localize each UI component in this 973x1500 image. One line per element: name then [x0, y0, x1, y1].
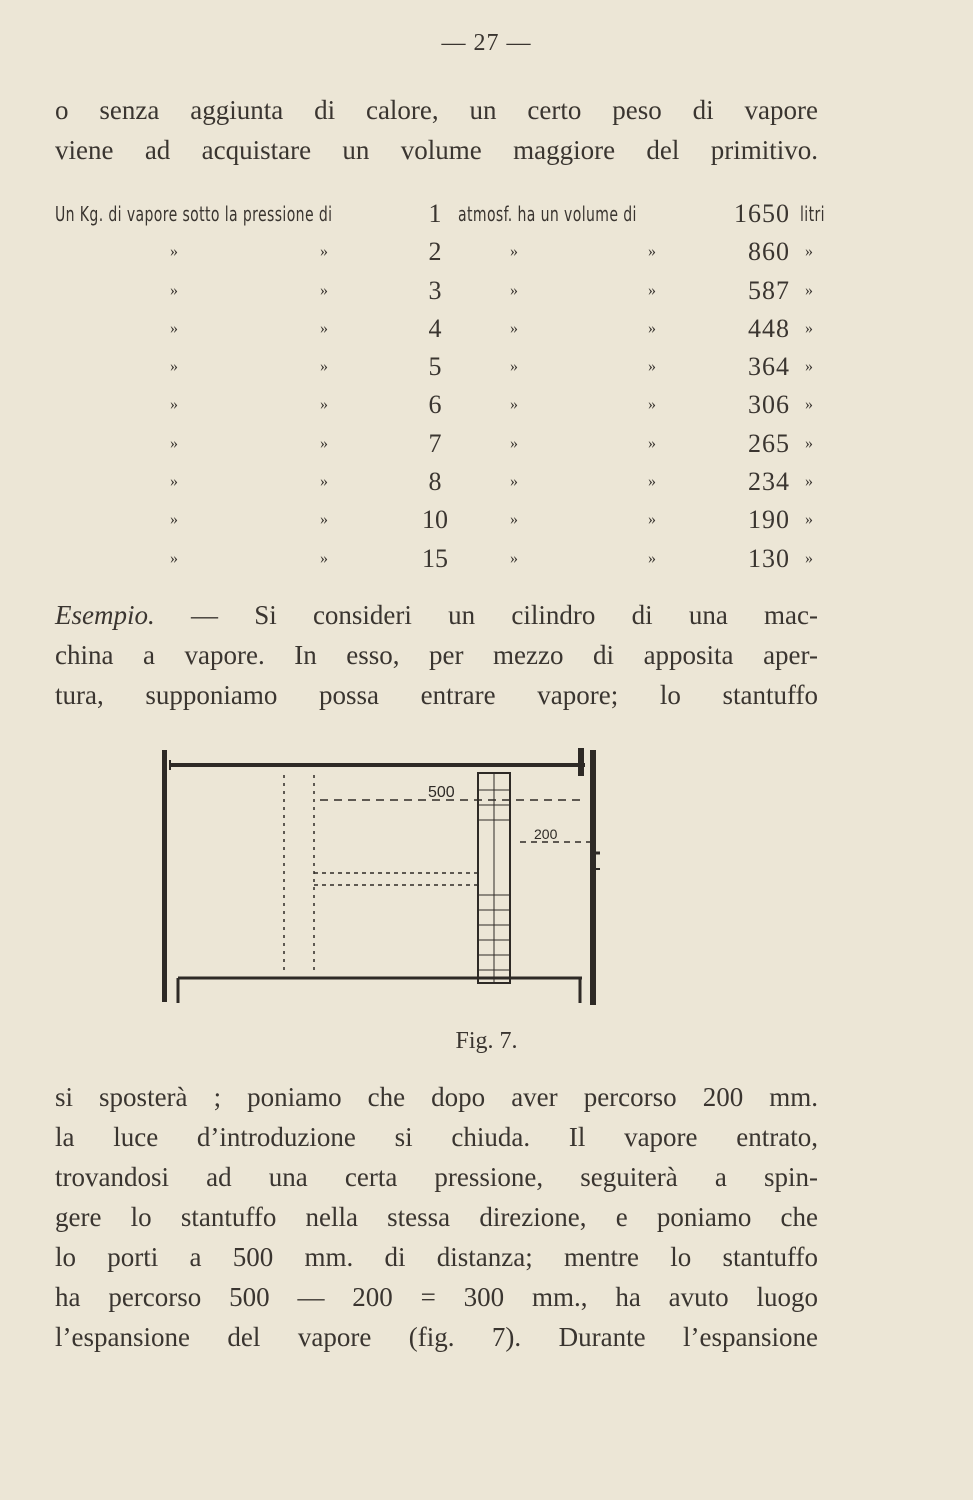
- table-header-row: [55, 195, 825, 233]
- table-lead-text: Un Kg. di vapore sotto la pressione di: [55, 202, 333, 226]
- ditto-mark: »: [320, 243, 328, 261]
- example-label: Esempio.: [55, 600, 155, 630]
- volume-value: 1650: [734, 199, 790, 228]
- volume-value: 234: [748, 467, 790, 497]
- ditto-mark: »: [805, 319, 813, 337]
- text-line: la luce d’introduzione si chiuda. Il vapore entrato,: [55, 1122, 818, 1152]
- pressure-value: 4: [428, 313, 442, 343]
- pressure-value: 7: [428, 428, 442, 458]
- ditto-mark: »: [320, 434, 328, 452]
- table-row: [55, 310, 820, 348]
- pressure-value: 2: [428, 237, 442, 267]
- ditto-mark: »: [648, 434, 656, 452]
- text-line: lo porti a 500 mm. di distanza; mentre lo stantuffo: [55, 1242, 818, 1272]
- ditto-mark: »: [648, 319, 656, 337]
- page-number: — 27 —: [441, 30, 532, 56]
- ditto-mark: »: [805, 549, 813, 567]
- volume-value: 306: [748, 390, 790, 420]
- ditto-mark: »: [320, 358, 328, 376]
- ditto-mark: »: [648, 281, 656, 299]
- ditto-mark: »: [510, 281, 518, 299]
- pressure-value: 5: [428, 352, 442, 382]
- ditto-mark: »: [320, 281, 328, 299]
- ditto-mark: »: [510, 243, 518, 261]
- pressure-value: 6: [428, 390, 442, 420]
- intro-paragraph: [55, 90, 818, 170]
- ditto-mark: »: [805, 243, 813, 261]
- ditto-mark: »: [170, 434, 178, 452]
- ditto-mark: »: [170, 358, 178, 376]
- ditto-mark: »: [648, 358, 656, 376]
- ditto-mark: »: [648, 396, 656, 414]
- text-line: si sposterà ; poniamo che dopo aver percorso 200 mm.: [55, 1082, 818, 1112]
- example-text: — Si consideri un cilindro di una mac-: [154, 600, 818, 630]
- ditto-mark: »: [648, 473, 656, 491]
- figure-caption: Fig. 7.: [455, 1028, 518, 1054]
- text-line: gere lo stantuffo nella stessa direzione, e poniamo che: [55, 1202, 818, 1232]
- closing-paragraph: [55, 1077, 818, 1357]
- ditto-mark: »: [170, 511, 178, 529]
- ditto-mark: »: [805, 396, 813, 414]
- ditto-mark: »: [170, 281, 178, 299]
- table-row: [55, 425, 820, 463]
- ditto-mark: »: [510, 319, 518, 337]
- ditto-mark: »: [510, 511, 518, 529]
- volume-value: 265: [748, 428, 790, 458]
- ditto-mark: »: [320, 396, 328, 414]
- pressure-value: 1: [428, 199, 442, 228]
- ditto-mark: »: [805, 473, 813, 491]
- example-paragraph: [55, 595, 818, 715]
- text-line: [55, 595, 818, 635]
- table-mid-text: atmosf. ha un volume di: [458, 202, 637, 226]
- ditto-mark: »: [170, 473, 178, 491]
- table-row: [55, 272, 820, 310]
- ditto-mark: »: [320, 319, 328, 337]
- ditto-mark: »: [320, 549, 328, 567]
- pressure-value: 15: [422, 543, 448, 573]
- dimension-500-label: 500: [428, 784, 455, 801]
- ditto-mark: »: [170, 319, 178, 337]
- ditto-mark: »: [805, 281, 813, 299]
- ditto-mark: »: [805, 434, 813, 452]
- ditto-mark: »: [510, 549, 518, 567]
- ditto-mark: »: [170, 549, 178, 567]
- text-line: viene ad acquistare un volume maggiore del primitivo.: [55, 135, 818, 165]
- text-line: l’espansione del vapore (fig. 7). Durante l’espansione: [55, 1322, 818, 1352]
- volume-value: 448: [748, 313, 790, 343]
- volume-value: 860: [748, 237, 790, 267]
- ditto-mark: »: [510, 434, 518, 452]
- table-row: [55, 540, 820, 578]
- cylinder-diagram: [160, 745, 600, 1010]
- ditto-mark: »: [805, 358, 813, 376]
- pressure-value: 10: [422, 505, 448, 535]
- ditto-mark: »: [170, 396, 178, 414]
- dimension-200-label: 200: [534, 826, 558, 842]
- pressure-value: 3: [428, 275, 442, 305]
- table-row: [55, 501, 820, 539]
- unit-text: litri: [800, 202, 825, 226]
- ditto-mark: »: [648, 549, 656, 567]
- ditto-mark: »: [510, 396, 518, 414]
- volume-value: 190: [748, 505, 790, 535]
- pressure-value: 8: [428, 467, 442, 497]
- ditto-mark: »: [320, 473, 328, 491]
- text-line: trovandosi ad una certa pressione, seguiterà a spin-: [55, 1162, 818, 1192]
- text-line: ha percorso 500 — 200 = 300 mm., ha avuto luogo: [55, 1282, 818, 1312]
- ditto-mark: »: [510, 358, 518, 376]
- ditto-mark: »: [170, 243, 178, 261]
- text-line: o senza aggiunta di calore, un certo peso di vapore: [55, 95, 818, 125]
- steam-volume-table: [55, 195, 825, 578]
- ditto-mark: »: [805, 511, 813, 529]
- volume-value: 130: [748, 543, 790, 573]
- table-row: [55, 233, 820, 271]
- text-line: tura, supponiamo possa entrare vapore; lo stantuffo: [55, 680, 818, 710]
- table-row: [55, 386, 820, 424]
- ditto-mark: »: [648, 511, 656, 529]
- table-row: [55, 348, 820, 386]
- volume-value: 364: [748, 352, 790, 382]
- ditto-mark: »: [510, 473, 518, 491]
- text-line: china a vapore. In esso, per mezzo di apposita aper-: [55, 640, 818, 670]
- ditto-mark: »: [648, 243, 656, 261]
- table-row: [55, 463, 820, 501]
- ditto-mark: »: [320, 511, 328, 529]
- volume-value: 587: [748, 275, 790, 305]
